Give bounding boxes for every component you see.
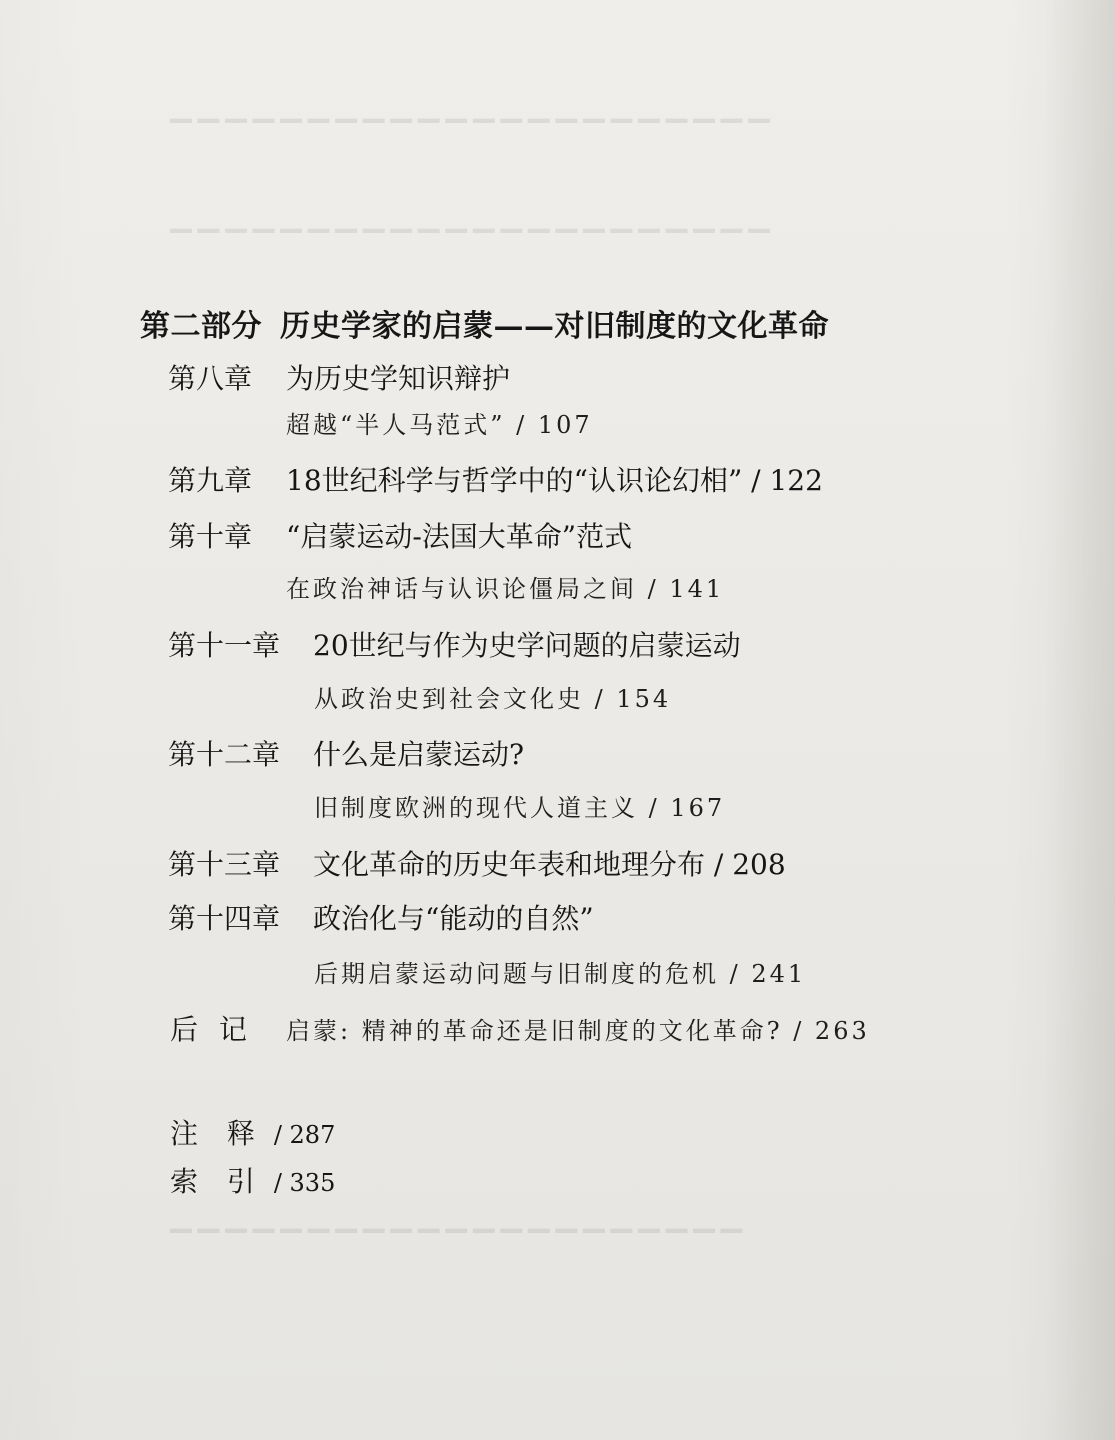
chapter-title: 20世纪与作为史学问题的启蒙运动 (313, 629, 741, 662)
afterword-label: 后 记 (170, 1013, 253, 1046)
notes-page: / 287 (273, 1121, 336, 1149)
toc-chapter[interactable] (168, 520, 633, 553)
part-number: 第二部分 (140, 309, 262, 344)
toc-notes[interactable] (170, 1117, 336, 1150)
toc-chapter[interactable] (168, 629, 741, 662)
part-title: 历史学家的启蒙——对旧制度的文化革命 (280, 309, 829, 344)
chapter-number: 第十二章 (168, 738, 281, 771)
part-heading (140, 309, 829, 344)
toc-afterword[interactable] (170, 1013, 870, 1046)
toc-chapter[interactable] (168, 848, 786, 881)
chapter-subtitle: 旧制度欧洲的现代人道主义 / 167 (314, 794, 726, 822)
chapter-number: 第十四章 (168, 902, 281, 935)
show-through-texture: ▁▁▁▁▁▁▁▁▁▁▁▁▁▁▁▁▁▁▁▁▁▁ (170, 200, 776, 233)
chapter-number: 第八章 (168, 362, 253, 395)
index-label: 索 引 (170, 1165, 265, 1198)
chapter-title: 18世纪科学与哲学中的“认识论幻相” / 122 (286, 464, 823, 497)
toc-chapter[interactable] (168, 738, 525, 771)
chapter-title: 文化革命的历史年表和地理分布 / 208 (313, 848, 786, 881)
chapter-title: 为历史学知识辩护 (286, 362, 511, 395)
chapter-subtitle: 后期启蒙运动问题与旧制度的危机 / 241 (314, 960, 807, 988)
chapter-subtitle: 在政治神话与认识论僵局之间 / 141 (286, 575, 725, 603)
page-edge-shadow (1045, 0, 1115, 1440)
toc-chapter[interactable] (168, 902, 594, 935)
show-through-texture: ▁▁▁▁▁▁▁▁▁▁▁▁▁▁▁▁▁▁▁▁▁ (170, 1200, 749, 1233)
chapter-title: “启蒙运动-法国大革命”范式 (286, 520, 633, 553)
chapter-number: 第九章 (168, 464, 253, 497)
chapter-number: 第十三章 (168, 848, 281, 881)
toc-chapter[interactable] (168, 362, 511, 395)
chapter-number: 第十章 (168, 520, 253, 553)
notes-label: 注 释 (170, 1117, 265, 1150)
show-through-texture: ▁▁▁▁▁▁▁▁▁▁▁▁▁▁▁▁▁▁▁▁▁▁ (170, 90, 776, 123)
chapter-number: 第十一章 (168, 629, 281, 662)
index-page: / 335 (273, 1169, 336, 1197)
chapter-title: 什么是启蒙运动? (313, 738, 525, 771)
chapter-subtitle: 从政治史到社会文化史 / 154 (314, 685, 672, 713)
chapter-subtitle: 超越“半人马范式” / 107 (286, 411, 593, 439)
afterword-text: 启蒙: 精神的革命还是旧制度的文化革命? / 263 (286, 1017, 870, 1045)
toc-chapter[interactable] (168, 464, 823, 497)
toc-index[interactable] (170, 1165, 336, 1198)
chapter-title: 政治化与“能动的自然” (313, 902, 594, 935)
